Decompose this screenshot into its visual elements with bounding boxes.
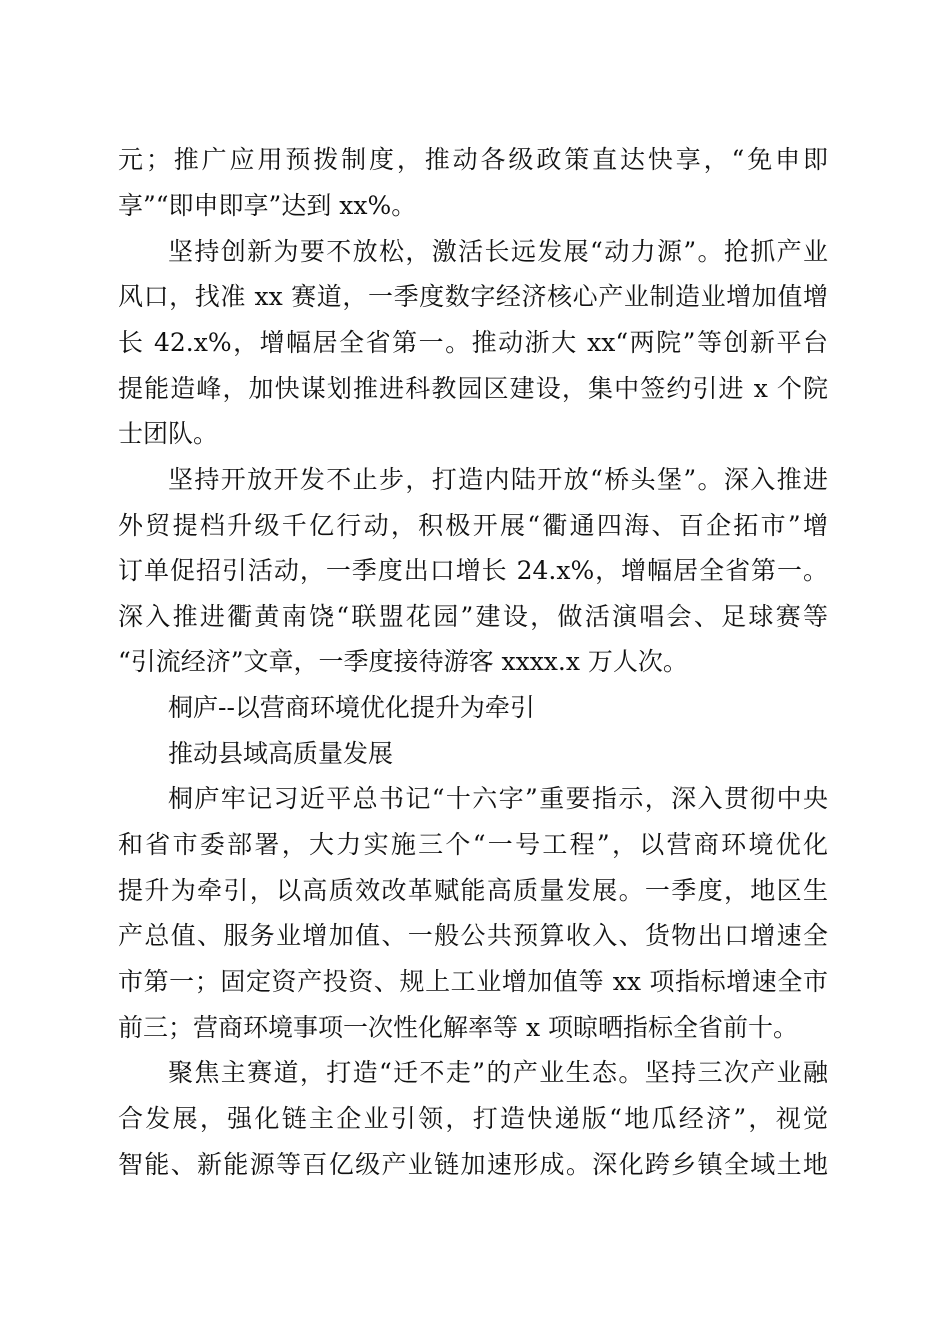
paragraph-start-line: 坚持开放开发不止步，打造内陆开放“桥头堡”。深入推进 [168,465,828,494]
text-line: 提能造峰，加快谋划推进科教园区建设，集中签约引进 x 个院 [118,374,828,403]
text-line: 享”“即申即享”达到 xx%。 [118,191,417,220]
text-line: 外贸提档升级千亿行动，积极开展“衢通四海、百企拓市”增 [118,511,828,540]
text-line: 长 42.x%，增幅居全省第一。推动浙大 xx“两院”等创新平台 [118,328,828,357]
text-line: “引流经济”文章，一季度接待游客 xxxx.x 万人次。 [118,647,688,676]
paragraph-start-line: 坚持创新为要不放松，激活长远发展“动力源”。抢抓产业 [168,237,828,266]
text-line: 订单促招引活动，一季度出口增长 24.x%，增幅居全省第一。 [118,556,828,585]
text-line: 前三；营商环境事项一次性化解率等 x 项晾晒指标全省前十。 [118,1013,798,1042]
text-line: 产总值、服务业增加值、一般公共预算收入、货物出口增速全 [118,921,828,950]
text-line: 市第一；固定资产投资、规上工业增加值等 xx 项指标增速全市 [118,967,828,996]
paragraph-start-line: 聚焦主赛道，打造“迁不走”的产业生态。坚持三次产业融 [168,1058,828,1087]
text-line: 智能、新能源等百亿级产业链加速形成。深化跨乡镇全域土地 [118,1150,828,1179]
text-line: 元；推广应用预拨制度，推动各级政策直达快享，“免申即 [118,145,828,174]
paragraph-start-line: 桐庐牢记习近平总书记“十六字”重要指示，深入贯彻中央 [168,784,828,813]
section-heading-line: 推动县域高质量发展 [168,739,394,768]
text-line: 提升为牵引，以高质效改革赋能高质量发展。一季度，地区生 [118,876,828,905]
text-line: 合发展，强化链主企业引领，打造快递版“地瓜经济”，视觉 [118,1104,828,1133]
text-line: 和省市委部署，大力实施三个“一号工程”，以营商环境优化 [118,830,828,859]
text-line: 风口，找准 xx 赛道，一季度数字经济核心产业制造业增加值增 [118,282,828,311]
text-line: 士团队。 [118,419,219,448]
section-heading-line: 桐庐--以营商环境优化提升为牵引 [168,693,535,722]
text-line: 深入推进衢黄南饶“联盟花园”建设，做活演唱会、足球赛等 [118,602,828,631]
